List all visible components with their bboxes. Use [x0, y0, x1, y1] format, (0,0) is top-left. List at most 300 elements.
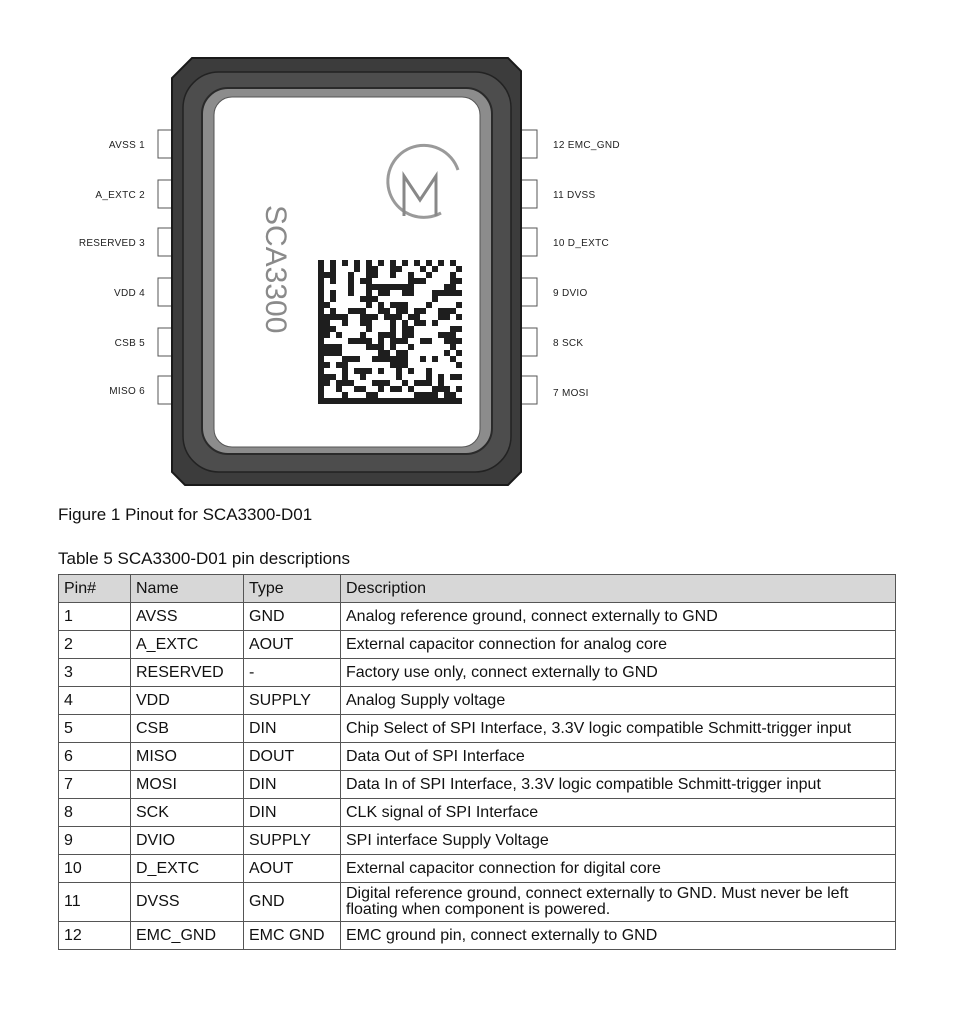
cell-type: GND: [244, 883, 341, 922]
datamatrix-module: [414, 308, 420, 314]
datamatrix-module: [324, 362, 330, 368]
datamatrix-module: [366, 314, 372, 320]
datamatrix-module: [450, 356, 456, 362]
datamatrix-module: [390, 320, 396, 326]
datamatrix-module: [402, 356, 408, 362]
datamatrix-module: [318, 392, 324, 398]
datamatrix-module: [408, 332, 414, 338]
datamatrix-module: [348, 398, 354, 404]
datamatrix-module: [354, 386, 360, 392]
datamatrix-module: [324, 332, 330, 338]
datamatrix-module: [384, 380, 390, 386]
datamatrix-module: [318, 278, 324, 284]
datamatrix-module: [324, 272, 330, 278]
datamatrix-module: [378, 380, 384, 386]
datamatrix-module: [390, 260, 396, 266]
datamatrix-module: [408, 368, 414, 374]
cell-description: SPI interface Supply Voltage: [341, 827, 896, 855]
datamatrix-module: [456, 266, 462, 272]
cell-pin: 12: [59, 922, 131, 950]
datamatrix-module: [360, 338, 366, 344]
pin-description-table: [58, 574, 896, 950]
datamatrix-module: [408, 344, 414, 350]
datamatrix-module: [408, 272, 414, 278]
datamatrix-module: [318, 380, 324, 386]
datamatrix-module: [372, 266, 378, 272]
datamatrix-module: [396, 266, 402, 272]
datamatrix-module: [396, 308, 402, 314]
cell-type: AOUT: [244, 631, 341, 659]
datamatrix-module: [348, 380, 354, 386]
datamatrix-module: [420, 308, 426, 314]
cell-type: EMC GND: [244, 922, 341, 950]
datamatrix-module: [318, 296, 324, 302]
pin-label-2: A_EXTC 2: [95, 190, 145, 201]
datamatrix-module: [330, 344, 336, 350]
datamatrix-module: [318, 338, 324, 344]
datamatrix-module: [426, 260, 432, 266]
datamatrix-module: [450, 284, 456, 290]
datamatrix-module: [360, 368, 366, 374]
datamatrix-module: [390, 332, 396, 338]
cell-description: External capacitor connection for analog core: [341, 631, 896, 659]
datamatrix-module: [438, 398, 444, 404]
datamatrix-module: [438, 386, 444, 392]
datamatrix-module: [360, 314, 366, 320]
datamatrix-module: [444, 350, 450, 356]
datamatrix-module: [390, 386, 396, 392]
table-row: [59, 687, 896, 715]
datamatrix-module: [384, 284, 390, 290]
datamatrix-module: [396, 314, 402, 320]
datamatrix-module: [390, 344, 396, 350]
datamatrix-module: [384, 290, 390, 296]
cell-type: DIN: [244, 771, 341, 799]
pin-label-9: 9 DVIO: [553, 288, 588, 299]
datamatrix-module: [360, 308, 366, 314]
datamatrix-module: [372, 296, 378, 302]
cell-type: DOUT: [244, 743, 341, 771]
datamatrix-module: [378, 332, 384, 338]
datamatrix-module: [378, 260, 384, 266]
datamatrix-module: [318, 314, 324, 320]
datamatrix-module: [414, 320, 420, 326]
cell-pin: 5: [59, 715, 131, 743]
cell-pin: 3: [59, 659, 131, 687]
datamatrix-module: [420, 398, 426, 404]
cell-pin: 9: [59, 827, 131, 855]
cell-type: SUPPLY: [244, 687, 341, 715]
datamatrix-module: [330, 266, 336, 272]
datamatrix-module: [408, 290, 414, 296]
datamatrix-module: [396, 398, 402, 404]
datamatrix-module: [366, 344, 372, 350]
datamatrix-module: [348, 338, 354, 344]
datamatrix-module: [456, 398, 462, 404]
cell-name: MOSI: [131, 771, 244, 799]
pin-label-5: CSB 5: [114, 338, 145, 349]
datamatrix-module: [330, 350, 336, 356]
table-row: [59, 603, 896, 631]
datamatrix-module: [456, 290, 462, 296]
datamatrix-module: [336, 386, 342, 392]
pin-label-7: 7 MOSI: [553, 388, 589, 399]
cell-description: Data Out of SPI Interface: [341, 743, 896, 771]
datamatrix-module: [408, 326, 414, 332]
datamatrix-module: [330, 308, 336, 314]
cell-pin: 1: [59, 603, 131, 631]
datamatrix-module: [396, 302, 402, 308]
pinout-diagram: [0, 0, 954, 495]
datamatrix-module: [318, 398, 324, 404]
datamatrix-module: [366, 320, 372, 326]
datamatrix-module: [318, 362, 324, 368]
datamatrix-module: [372, 398, 378, 404]
table-row: [59, 855, 896, 883]
datamatrix-module: [450, 338, 456, 344]
datamatrix-module: [372, 356, 378, 362]
datamatrix-module: [414, 398, 420, 404]
datamatrix-module: [378, 350, 384, 356]
datamatrix-module: [444, 398, 450, 404]
datamatrix-module: [378, 308, 384, 314]
datamatrix-module: [426, 380, 432, 386]
cell-type: -: [244, 659, 341, 687]
part-number: SCA3300: [259, 205, 292, 334]
datamatrix-module: [456, 302, 462, 308]
datamatrix-module: [318, 302, 324, 308]
datamatrix-module: [402, 338, 408, 344]
datamatrix-module: [378, 284, 384, 290]
cell-pin: 11: [59, 883, 131, 922]
datamatrix-module: [372, 284, 378, 290]
datamatrix-module: [438, 308, 444, 314]
datamatrix-module: [402, 326, 408, 332]
datamatrix-module: [366, 278, 372, 284]
datamatrix-module: [408, 398, 414, 404]
datamatrix-module: [318, 332, 324, 338]
datamatrix-module: [390, 362, 396, 368]
datamatrix-module: [420, 266, 426, 272]
datamatrix-module: [408, 284, 414, 290]
cell-description: EMC ground pin, connect externally to GND: [341, 922, 896, 950]
datamatrix-module: [432, 320, 438, 326]
datamatrix-module: [438, 332, 444, 338]
cell-pin: 10: [59, 855, 131, 883]
cell-description: External capacitor connection for digital core: [341, 855, 896, 883]
datamatrix-module: [318, 350, 324, 356]
datamatrix-module: [384, 308, 390, 314]
datamatrix-module: [378, 368, 384, 374]
header-description: Description: [341, 575, 896, 603]
table-row: [59, 883, 896, 922]
datamatrix-module: [366, 284, 372, 290]
table-row: [59, 743, 896, 771]
datamatrix-module: [450, 332, 456, 338]
datamatrix-module: [396, 338, 402, 344]
datamatrix-module: [342, 374, 348, 380]
datamatrix-module: [336, 398, 342, 404]
datamatrix-module: [318, 290, 324, 296]
datamatrix-module: [360, 374, 366, 380]
datamatrix-module: [342, 380, 348, 386]
datamatrix-module: [444, 308, 450, 314]
datamatrix-module: [366, 338, 372, 344]
cell-description: Analog Supply voltage: [341, 687, 896, 715]
datamatrix-module: [450, 392, 456, 398]
datamatrix-module: [432, 356, 438, 362]
pin-label-12: 12 EMC_GND: [553, 140, 620, 151]
datamatrix-module: [324, 398, 330, 404]
datamatrix-module: [450, 260, 456, 266]
datamatrix-module: [432, 290, 438, 296]
datamatrix-module: [378, 338, 384, 344]
datamatrix-module: [366, 368, 372, 374]
datamatrix-module: [390, 266, 396, 272]
datamatrix-module: [444, 314, 450, 320]
datamatrix-module: [330, 374, 336, 380]
cell-type: SUPPLY: [244, 827, 341, 855]
datamatrix-module: [402, 332, 408, 338]
datamatrix-module: [330, 278, 336, 284]
datamatrix-module: [456, 374, 462, 380]
datamatrix-module: [450, 326, 456, 332]
datamatrix-module: [438, 314, 444, 320]
table-body: [59, 603, 896, 950]
datamatrix-module: [426, 302, 432, 308]
datamatrix-module: [402, 284, 408, 290]
datamatrix-module: [372, 272, 378, 278]
datamatrix-module: [318, 308, 324, 314]
datamatrix-module: [366, 392, 372, 398]
datamatrix-module: [378, 290, 384, 296]
datamatrix-module: [420, 380, 426, 386]
datamatrix-module: [318, 260, 324, 266]
datamatrix-module: [318, 386, 324, 392]
datamatrix-module: [450, 272, 456, 278]
datamatrix-module: [378, 398, 384, 404]
datamatrix-module: [348, 356, 354, 362]
datamatrix-module: [324, 374, 330, 380]
datamatrix-module: [456, 386, 462, 392]
table-row: [59, 715, 896, 743]
datamatrix-module: [456, 350, 462, 356]
datamatrix-module: [408, 314, 414, 320]
pin-label-1: AVSS 1: [108, 140, 145, 151]
datamatrix-module: [456, 278, 462, 284]
datamatrix-module: [318, 374, 324, 380]
right-pin-labels: [553, 140, 620, 399]
right-pin-pads: [521, 130, 537, 404]
datamatrix-module: [414, 260, 420, 266]
datamatrix-module: [414, 380, 420, 386]
cell-description: Digital reference ground, connect externally to GND. Must never be left floating when component is powered.: [341, 883, 896, 922]
datamatrix-module: [360, 278, 366, 284]
header-type: Type: [244, 575, 341, 603]
datamatrix-module: [384, 332, 390, 338]
cell-description: Chip Select of SPI Interface, 3.3V logic compatible Schmitt-trigger input: [341, 715, 896, 743]
datamatrix-module: [438, 374, 444, 380]
cell-type: DIN: [244, 799, 341, 827]
datamatrix-module: [402, 290, 408, 296]
datamatrix-module: [450, 344, 456, 350]
cell-name: A_EXTC: [131, 631, 244, 659]
datamatrix-module: [444, 284, 450, 290]
pin-label-11: 11 DVSS: [553, 190, 596, 201]
datamatrix-module: [366, 398, 372, 404]
datamatrix-module: [360, 332, 366, 338]
datamatrix-module: [408, 278, 414, 284]
datamatrix-module: [378, 386, 384, 392]
datamatrix-module: [420, 356, 426, 362]
datamatrix-module: [348, 284, 354, 290]
datamatrix-module: [348, 278, 354, 284]
cell-description: Analog reference ground, connect externally to GND: [341, 603, 896, 631]
cell-pin: 6: [59, 743, 131, 771]
cell-type: GND: [244, 603, 341, 631]
table-row: [59, 922, 896, 950]
datamatrix-module: [456, 326, 462, 332]
datamatrix-module: [366, 260, 372, 266]
cell-name: RESERVED: [131, 659, 244, 687]
datamatrix-module: [414, 278, 420, 284]
cell-type: AOUT: [244, 855, 341, 883]
datamatrix-module: [342, 368, 348, 374]
datamatrix-module: [432, 398, 438, 404]
datamatrix-module: [372, 392, 378, 398]
datamatrix-module: [372, 344, 378, 350]
datamatrix-module: [390, 284, 396, 290]
datamatrix-module: [378, 344, 384, 350]
datamatrix-module: [360, 296, 366, 302]
datamatrix-module: [318, 272, 324, 278]
datamatrix-module: [342, 314, 348, 320]
datamatrix-module: [456, 338, 462, 344]
cell-description: CLK signal of SPI Interface: [341, 799, 896, 827]
datamatrix-module: [336, 344, 342, 350]
datamatrix-module: [384, 398, 390, 404]
table-row: [59, 827, 896, 855]
datamatrix-module: [438, 380, 444, 386]
datamatrix-module: [318, 356, 324, 362]
datamatrix-module: [402, 380, 408, 386]
datamatrix-module: [354, 338, 360, 344]
datamatrix-module: [330, 260, 336, 266]
datamatrix-module: [354, 398, 360, 404]
datamatrix-module: [438, 290, 444, 296]
datamatrix-module: [318, 284, 324, 290]
cell-type: DIN: [244, 715, 341, 743]
cell-pin: 4: [59, 687, 131, 715]
datamatrix-module: [444, 386, 450, 392]
datamatrix-module: [444, 290, 450, 296]
datamatrix-module: [384, 356, 390, 362]
datamatrix-module: [426, 392, 432, 398]
datamatrix-module: [378, 302, 384, 308]
datamatrix-module: [450, 374, 456, 380]
datamatrix-module: [336, 350, 342, 356]
datamatrix-module: [360, 386, 366, 392]
datamatrix-module: [396, 356, 402, 362]
datamatrix-module: [420, 392, 426, 398]
datamatrix-module: [354, 266, 360, 272]
datamatrix-module: [402, 260, 408, 266]
datamatrix-module: [390, 314, 396, 320]
datamatrix-module: [402, 302, 408, 308]
datamatrix-module: [408, 386, 414, 392]
datamatrix-module: [420, 338, 426, 344]
table-header-row: [59, 575, 896, 603]
datamatrix-module: [372, 380, 378, 386]
datamatrix-module: [438, 260, 444, 266]
datamatrix-module: [366, 302, 372, 308]
pin-label-4: VDD 4: [114, 288, 145, 299]
datamatrix-module: [330, 290, 336, 296]
datamatrix-module: [456, 314, 462, 320]
cell-name: D_EXTC: [131, 855, 244, 883]
datamatrix-module: [330, 296, 336, 302]
datamatrix-module: [354, 368, 360, 374]
datamatrix-module: [378, 356, 384, 362]
table-row: [59, 631, 896, 659]
header-pin: Pin#: [59, 575, 131, 603]
datamatrix-module: [402, 362, 408, 368]
datamatrix-module: [390, 272, 396, 278]
datamatrix-module: [330, 314, 336, 320]
datamatrix-module: [348, 308, 354, 314]
datamatrix-module: [342, 392, 348, 398]
datamatrix-module: [318, 326, 324, 332]
datamatrix-module: [390, 302, 396, 308]
datamatrix-module: [372, 314, 378, 320]
cell-name: CSB: [131, 715, 244, 743]
left-pin-labels: [79, 140, 145, 397]
datamatrix-module: [426, 272, 432, 278]
datamatrix-module: [354, 356, 360, 362]
pin-label-10: 10 D_EXTC: [553, 238, 610, 249]
datamatrix-module: [396, 284, 402, 290]
datamatrix-module: [318, 320, 324, 326]
datamatrix-module: [342, 398, 348, 404]
cell-description: Data In of SPI Interface, 3.3V logic compatible Schmitt-trigger input: [341, 771, 896, 799]
datamatrix-module: [342, 260, 348, 266]
datamatrix-module: [384, 314, 390, 320]
datamatrix-module: [336, 332, 342, 338]
datamatrix-module: [318, 368, 324, 374]
datamatrix-module: [432, 386, 438, 392]
datamatrix-module: [402, 308, 408, 314]
datamatrix-module: [324, 320, 330, 326]
datamatrix-module: [348, 272, 354, 278]
cell-description: Factory use only, connect externally to GND: [341, 659, 896, 687]
datamatrix-module: [426, 368, 432, 374]
datamatrix-module: [390, 398, 396, 404]
datamatrix-module: [420, 320, 426, 326]
datamatrix-module: [324, 380, 330, 386]
datamatrix-module: [336, 380, 342, 386]
datamatrix-module: [330, 272, 336, 278]
datamatrix-module: [360, 398, 366, 404]
cell-pin: 8: [59, 799, 131, 827]
datamatrix-module: [396, 386, 402, 392]
figure-caption: Figure 1 Pinout for SCA3300-D01: [58, 505, 313, 524]
datamatrix-module: [324, 314, 330, 320]
datamatrix-module: [366, 296, 372, 302]
cell-name: EMC_GND: [131, 922, 244, 950]
datamatrix-module: [390, 338, 396, 344]
datamatrix-module: [318, 266, 324, 272]
header-name: Name: [131, 575, 244, 603]
